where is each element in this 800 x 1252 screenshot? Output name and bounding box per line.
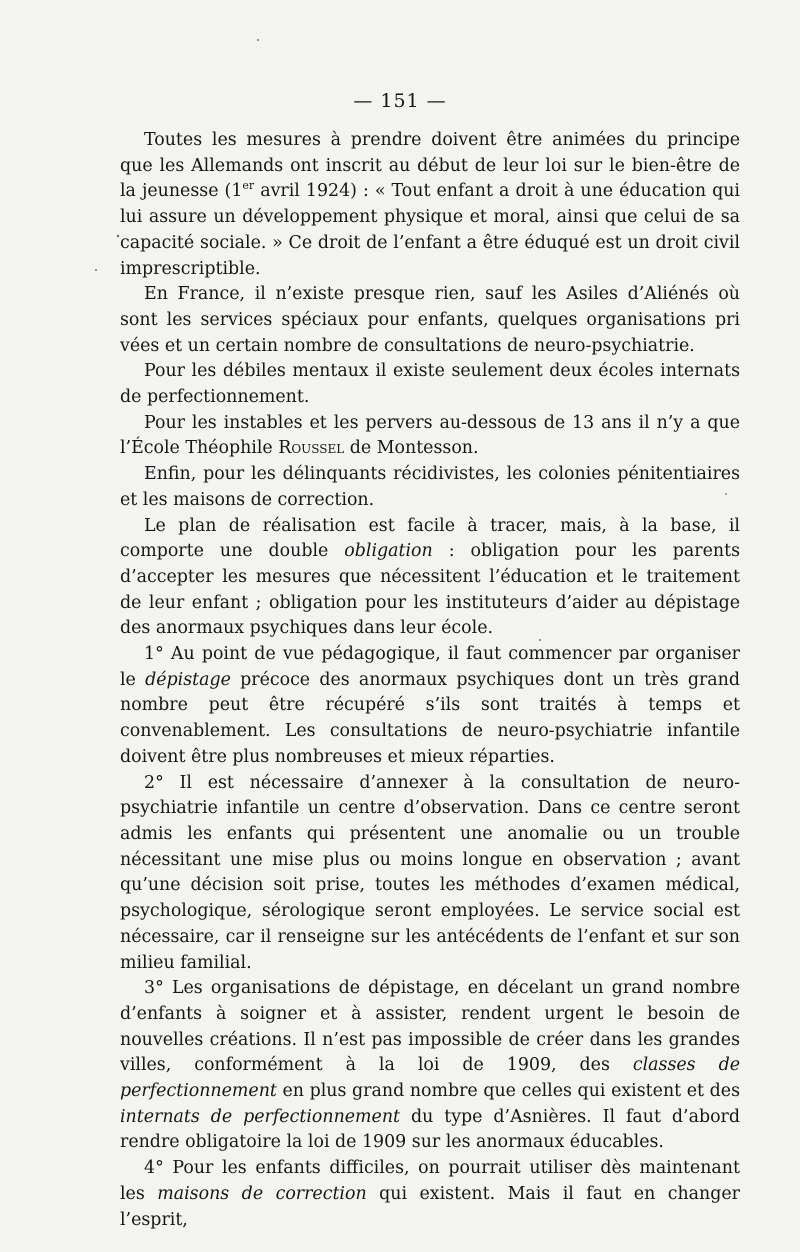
paragraph-10-text-b: qui existent. Mais il faut en changer l’esprit, bbox=[120, 1183, 740, 1230]
paragraph-5: Enfin, pour les délinquants récidivistes, les colonies pénitentiaires et les maisons de correction. bbox=[120, 464, 740, 510]
paragraph-7-text-a: 1° Au point de vue pédagogique, il faut commencer par organiser le bbox=[120, 644, 740, 690]
paragraph-6-text-b: : obligation pour les parents d’accepter les mesures que nécessitent l’éducation et le traitement de leur enfant ; obligation pour les instituteurs d’aider au dépistage des anormaux psychiques dans leur école. bbox=[120, 541, 740, 639]
paragraph-2: En France, il n’existe presque rien, sauf les Asiles d’Aliénés où sont les services spéciaux pour enfants, quelques organisations pri vées et un certain nombre de consultations de neuro-psychiatrie. bbox=[120, 284, 740, 356]
emphasis-depistage: dépistage bbox=[145, 669, 231, 690]
speck bbox=[117, 235, 119, 237]
page-number: — 151 — bbox=[353, 90, 447, 112]
superscript-er: er bbox=[242, 179, 255, 193]
paragraph-1-text-a: Toutes les mesures à prendre doivent être animées du principe que les Allemands ont inscrit au début de leur loi sur le bien-être de la jeunesse (1 bbox=[120, 130, 740, 202]
speck bbox=[539, 639, 541, 641]
paragraph-7-text-b: précoce des anormaux psychiques dont un très grand nombre peut être récupéré s’ils sont traités à temps et convenablement. Les consultations de neuro-psychiatrie infantile doivent être plus nombreuses et mieux réparties. bbox=[120, 669, 740, 767]
speck bbox=[257, 39, 259, 41]
emphasis-internats: internats de perfectionnement bbox=[120, 1106, 401, 1127]
paragraph-9-text-c: du type d’Asnières. Il faut d’abord rendre obligatoire la loi de 1909 sur les anormaux éducables. bbox=[120, 1106, 740, 1153]
surname-roussel: Roussel bbox=[278, 438, 345, 459]
paragraph-3: Pour les débiles mentaux il existe seulement deux écoles internats de perfectionnement. bbox=[120, 361, 740, 408]
speck bbox=[725, 493, 727, 495]
paragraph-1-text-b: avril 1924) : « Tout enfant a droit à une éducation qui lui assure un développement physique et moral, ainsi que celui de sa capacité sociale. » Ce droit de l’enfant a être éduqué est un droit civil imprescriptible. bbox=[120, 181, 740, 279]
paragraph-10-text-a: 4° Pour les enfants difficiles, on pourrait utiliser dès maintenant les bbox=[120, 1158, 740, 1204]
paragraph-4-text-b: de Montesson. bbox=[344, 438, 479, 459]
emphasis-maisons: maisons de correction bbox=[157, 1183, 367, 1204]
paragraph-6-text-a: Le plan de réalisation est facile à tracer, mais, à la base, il comporte une double bbox=[120, 515, 740, 562]
paragraph-9-text-b: en plus grand nombre que celles qui existent et des bbox=[276, 1081, 740, 1102]
speck bbox=[95, 269, 97, 271]
paragraph-8: 2° Il est nécessaire d’annexer à la consultation de neuro-psychiatrie infantile un centre d’observation. Dans ce centre seront admis les enfants qui présentent une anomalie ou un trouble nécessitant une mise plus ou moins longue en observation ; avant qu’une décision soit prise, toutes les méthodes d’examen médical, psychologique, sérologique seront employées. Le service social est nécessaire, car il renseigne sur les antécédents de l’enfant et sur son milieu familial. bbox=[120, 772, 740, 973]
paragraph-9-text-a: 3° Les organisations de dépistage, en décelant un grand nombre d’enfants à soigner et à assister, rendent urgent le besoin de nouvelles créations. Il n’est pas impossible de créer dans les grandes villes, conformément à la loi de 1909, des bbox=[120, 978, 740, 1076]
emphasis-obligation: obligation bbox=[344, 541, 433, 562]
emphasis-classes: classes de perfectionnement bbox=[120, 1055, 740, 1102]
paragraph-4-text-a: Pour les instables et les pervers au-dessous de 13 ans il n’y a que l’École Théophile bbox=[120, 412, 740, 459]
